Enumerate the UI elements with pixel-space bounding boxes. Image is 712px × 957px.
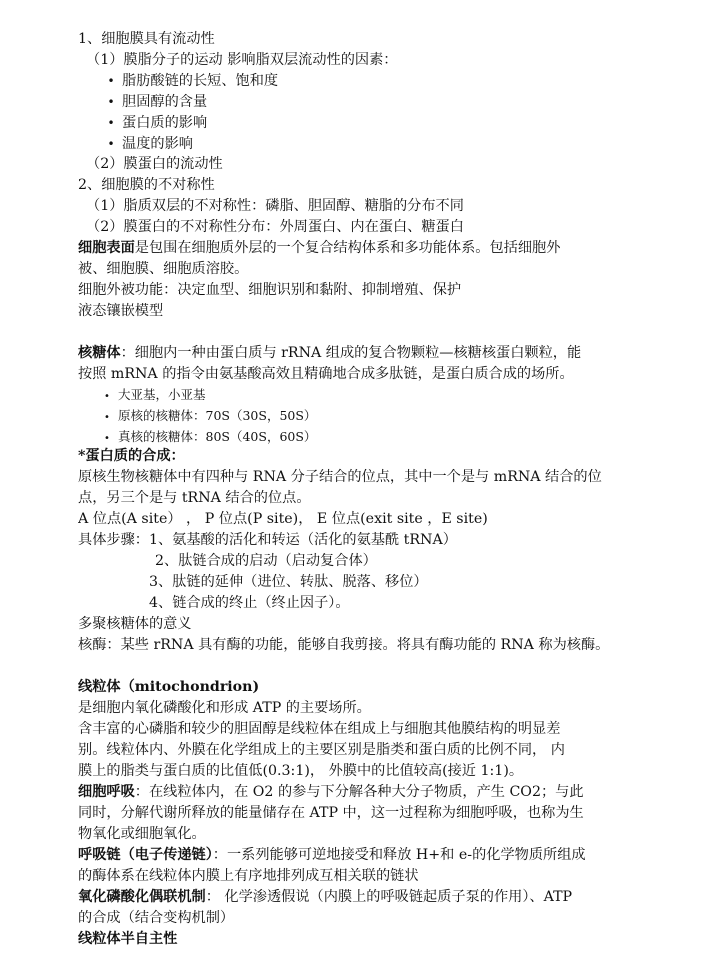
bullet-icon: • <box>107 137 115 151</box>
list-item: • 大亚基，小亚基 <box>96 384 642 405</box>
respiration-line1: 细胞呼吸：在线粒体内，在 O2 的参与下分解各种大分子物质，产生 CO2；与此 <box>78 784 584 800</box>
cell-surface-line2: 被、细胞膜、细胞质溶胶。 <box>78 261 249 277</box>
mitochondrion-heading: 线粒体（mitochondrion) <box>78 679 260 695</box>
ribosome-term: 核糖体 <box>78 345 121 361</box>
protein-synthesis-step2: 2、肽链合成的启动（启动复合体） <box>155 553 377 569</box>
protein-synthesis-step1: 具体步骤：1、氨基酸的活化和转运（活化的氨基酰 tRNA） <box>78 532 457 548</box>
section1-title: 1、细胞膜具有流动性 <box>78 31 215 47</box>
mitochondrion-line1: 是细胞内氧化磷酸化和形成 ATP 的主要场所。 <box>78 700 371 716</box>
list-item: • 原核的核糖体：70S（30S，50S） <box>96 405 642 426</box>
cell-surface-line3: 细胞外被功能：决定血型、细胞识别和黏附、抑制增殖、保护 <box>78 282 462 298</box>
mitochondrion-line2: 含丰富的心磷脂和较少的胆固醇是线粒体在组成上与细胞其他膜结构的明显差 <box>78 721 561 737</box>
respiratory-chain-line1: 呼吸链（电子传递链）：一系列能够可逆地接受和释放 H+和 e-的化学物质所组成 <box>78 847 586 863</box>
respiratory-chain-line2: 的酶体系在线粒体内膜上有序地排列成互相关联的链状 <box>78 868 419 884</box>
respiration-term: 细胞呼吸 <box>78 784 135 800</box>
protein-synthesis-sites: A 位点(A site） ， P 位点(P site)， E 位点(exit site ，E site) <box>78 511 488 527</box>
mitochondrion-line3: 别。线粒体内、外膜在化学组成上的主要区别是脂类和蛋白质的比例不同， 内 <box>78 742 565 758</box>
section2-item2: （2）膜蛋白的不对称性分布：外周蛋白、内在蛋白、糖蛋白 <box>86 219 464 235</box>
section1-item1: （1）膜脂分子的运动 影响脂双层流动性的因素： <box>86 52 398 68</box>
list-item: • 温度的影响 <box>100 134 642 155</box>
oxphos-line1: 氧化磷酸化偶联机制： 化学渗透假说（内膜上的呼吸链起质子泵的作用）、ATP <box>78 889 573 905</box>
section2-item1: （1）脂质双层的不对称性：磷脂、胆固醇、糖脂的分布不同 <box>86 198 464 214</box>
bullet-icon: • <box>107 116 115 130</box>
semi-autonomy-heading: 线粒体半自主性 <box>78 931 178 947</box>
cell-surface-line1: 细胞表面是包围在细胞质外层的一个复合结构体系和多功能体系。包括细胞外 <box>78 240 561 256</box>
steps-label: 具体步骤： <box>78 532 149 548</box>
protein-synthesis-line2: 点，另三个是与 tRNA 结合的位点。 <box>78 490 311 506</box>
list-item: • 真核的核糖体：80S（40S，60S） <box>96 426 642 447</box>
section2-title: 2、细胞膜的不对称性 <box>78 177 215 193</box>
oxphos-line2: 的合成（结合变构机制） <box>78 910 235 926</box>
ribosome-line1: 核糖体：细胞内一种由蛋白质与 rRNA 组成的复合物颗粒—核糖核蛋白颗粒，能 <box>78 345 582 361</box>
bullet-icon: • <box>107 74 115 88</box>
polyribosome-line: 多聚核糖体的意义 <box>78 616 192 632</box>
cell-surface-line4: 液态镶嵌模型 <box>78 303 164 319</box>
ribozyme-line: 核酶：某些 rRNA 具有酶的功能，能够自我剪接。将具有酶功能的 RNA 称为核酶。 <box>78 637 610 653</box>
protein-synthesis-heading: *蛋白质的合成： <box>78 448 185 464</box>
protein-synthesis-step4: 4、链合成的终止（终止因子）。 <box>149 595 350 611</box>
list-item: • 胆固醇的含量 <box>100 92 642 113</box>
list-item: • 脂肪酸链的长短、饱和度 <box>100 71 642 92</box>
cell-surface-term: 细胞表面 <box>78 240 135 256</box>
list-item: • 蛋白质的影响 <box>100 113 642 134</box>
mitochondrion-line4: 膜上的脂类与蛋白质的比值低(0.3:1)， 外膜中的比值较高(接近 1:1)。 <box>78 763 524 779</box>
protein-synthesis-line1: 原核生物核糖体中有四种与 RNA 分子结合的位点，其中一个是与 mRNA 结合的位 <box>78 469 602 485</box>
bullet-icon: • <box>104 433 110 444</box>
ribosome-line2: 按照 mRNA 的指令由氨基酸高效且精确地合成多肽链，是蛋白质合成的场所。 <box>78 366 574 382</box>
bullet-icon: • <box>104 412 110 423</box>
respiratory-chain-term: 呼吸链（电子传递链） <box>78 847 213 863</box>
section1-item2: （2）膜蛋白的流动性 <box>86 156 223 172</box>
respiration-line2: 同时，分解代谢所释放的能量储存在 ATP 中，这一过程称为细胞呼吸，也称为生 <box>78 805 584 821</box>
bullet-icon: • <box>107 95 115 109</box>
bullet-icon: • <box>104 391 110 402</box>
respiration-line3: 物氧化或细胞氧化。 <box>78 826 206 842</box>
protein-synthesis-step3: 3、肽链的延伸（进位、转肽、脱落、移位） <box>149 574 428 590</box>
oxphos-term: 氧化磷酸化偶联机制 <box>78 889 206 905</box>
